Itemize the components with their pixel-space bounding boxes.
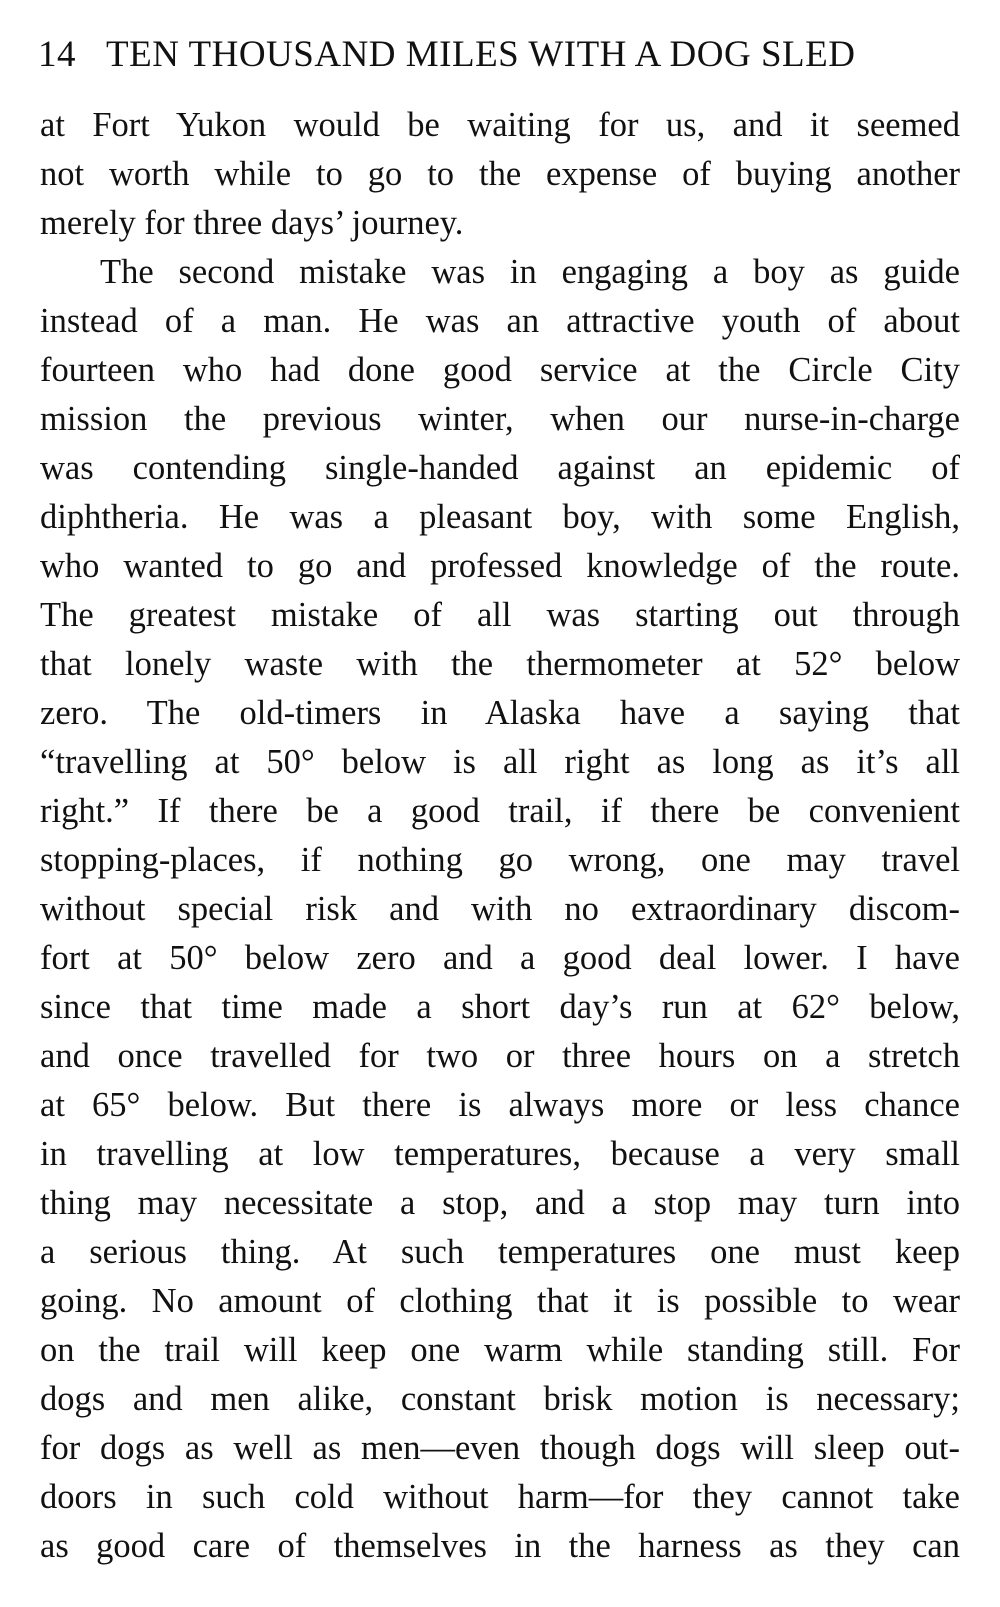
text-line: for dogs as well as men—even though dogs will sleep out- — [40, 1429, 960, 1467]
text-line: “travelling at 50° below is all right as long as it’s all — [40, 743, 960, 781]
page-number: 14 — [38, 34, 76, 75]
text-line: as good care of themselves in the harness as they can — [40, 1527, 960, 1565]
text-line: without special risk and with no extraordinary discom- — [40, 890, 960, 928]
text-line: right.” If there be a good trail, if there be convenient — [40, 792, 960, 830]
text-line: and once travelled for two or three hours on a stretch — [40, 1037, 960, 1075]
text-line: diphtheria. He was a pleasant boy, with some English, — [40, 498, 960, 536]
text-line: going. No amount of clothing that it is possible to wear — [40, 1282, 960, 1320]
text-line: a serious thing. At such temperatures one must keep — [40, 1233, 960, 1271]
text-line: that lonely waste with the thermometer at 52° below — [40, 645, 960, 683]
text-line: at 65° below. But there is always more or less chance — [40, 1086, 960, 1124]
text-line: dogs and men alike, constant brisk motion is necessary; — [40, 1380, 960, 1418]
text-line: merely for three days’ journey. — [40, 204, 464, 242]
text-line: not worth while to go to the expense of buying another — [40, 155, 960, 193]
text-line: thing may necessitate a stop, and a stop may turn into — [40, 1184, 960, 1222]
text-line: fort at 50° below zero and a good deal lower. I have — [40, 939, 960, 977]
text-line: since that time made a short day’s run at 62° below, — [40, 988, 960, 1026]
body-text — [40, 101, 960, 1571]
text-line: instead of a man. He was an attractive youth of about — [40, 302, 960, 340]
text-line: was contending single-handed against an epidemic of — [40, 449, 960, 487]
book-title: TEN THOUSAND MILES WITH A DOG SLED — [106, 34, 856, 75]
running-head — [38, 30, 958, 80]
text-line: who wanted to go and professed knowledge of the route. — [40, 547, 960, 585]
text-line: zero. The old-timers in Alaska have a saying that — [40, 694, 960, 732]
text-line: fourteen who had done good service at the Circle City — [40, 351, 960, 389]
text-line: in travelling at low temperatures, because a very small — [40, 1135, 960, 1173]
text-line: stopping-places, if nothing go wrong, one may travel — [40, 841, 960, 879]
text-line: at Fort Yukon would be waiting for us, and it seemed — [40, 106, 960, 144]
text-line: on the trail will keep one warm while standing still. For — [40, 1331, 960, 1369]
text-line: doors in such cold without harm—for they cannot take — [40, 1478, 960, 1516]
text-line: mission the previous winter, when our nurse-in-charge — [40, 400, 960, 438]
text-line: The second mistake was in engaging a boy as guide — [100, 253, 960, 291]
text-line: The greatest mistake of all was starting out through — [40, 596, 960, 634]
